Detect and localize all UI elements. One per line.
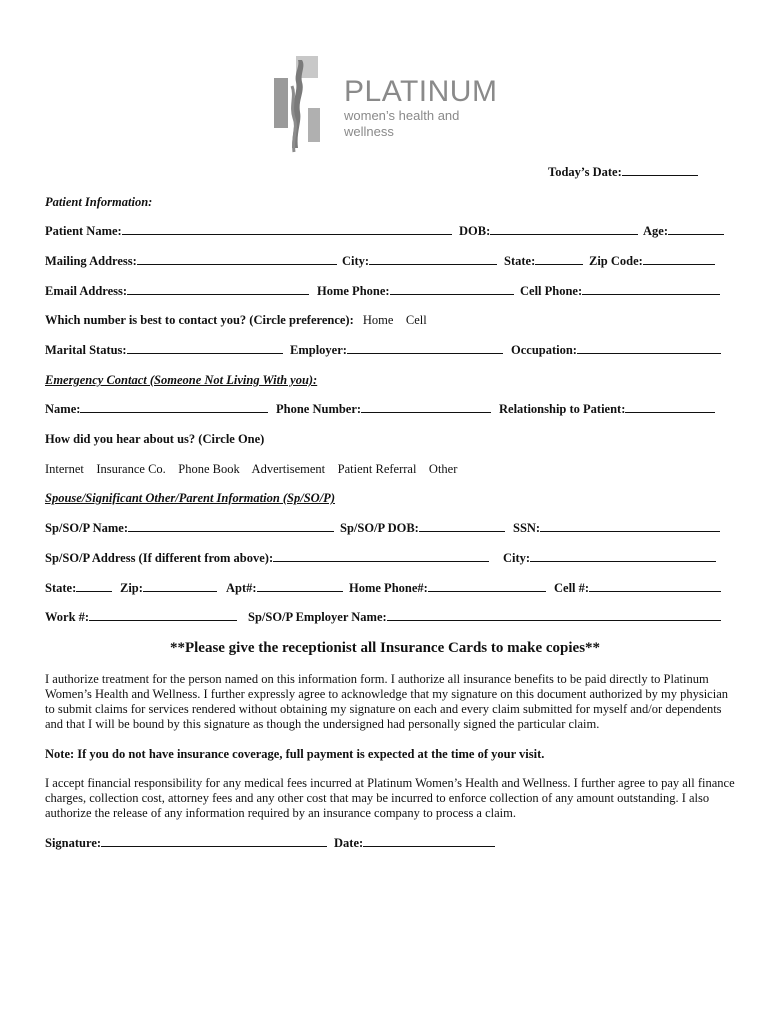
zip-field[interactable] (643, 253, 715, 265)
insurance-notice: **Please give the receptionist all Insurance Cards to make copies** (169, 640, 601, 656)
logo-tagline: women’s health and wellness (344, 108, 460, 139)
ssn-label: SSN: (513, 521, 541, 535)
city-label: City: (342, 254, 370, 268)
signature-label: Signature: (45, 836, 102, 850)
patient-info-heading: Patient Information: (45, 195, 153, 209)
email-field[interactable] (127, 283, 309, 295)
spouse-cell-label: Cell #: (554, 581, 590, 595)
emergency-name-field[interactable] (80, 401, 268, 413)
responsibility-paragraph: I accept financial responsibility for any medical fees incurred at Platinum Women’s Health and Wellness. I further agree to pay all finance charges, collection cost, attorney fees and any other cost that may be incurred to enforce collection of any amount outstanding. I also authorize the release of any information required by an insurance company to process a claim. (45, 776, 735, 820)
emergency-phone-field[interactable] (361, 401, 491, 413)
occupation-field[interactable] (577, 342, 721, 354)
home-phone-field[interactable] (390, 283, 514, 295)
mailing-field[interactable] (137, 253, 337, 265)
mailing-label: Mailing Address: (45, 254, 137, 268)
email-label: Email Address: (45, 284, 128, 298)
contact-options[interactable]: Home Cell (362, 313, 427, 327)
spouse-heading: Spouse/Significant Other/Parent Information (Sp/SO/P) (45, 491, 335, 505)
logo (272, 56, 512, 156)
employer-label: Employer: (290, 343, 347, 357)
cell-phone-label: Cell Phone: (520, 284, 583, 298)
zip-label: Zip Code: (589, 254, 643, 268)
contact-preference-row (45, 312, 427, 328)
spouse-address-field[interactable] (273, 550, 489, 562)
marital-field[interactable] (127, 342, 283, 354)
authorization-paragraph: I authorize treatment for the person named on this information form. I authorize all insurance benefits to be paid directly to Platinum Women’s Health and Wellness. I further expressly agree to acknowledge that my signature on this document authorized by my physician to submit claims for services rendered without obtaining my signature on each and every claim submitted for myself and/or dependents and that I will be bound by this signature as though the undersigned had personally signed the particular claim. (45, 672, 728, 731)
spouse-state-field[interactable] (76, 580, 112, 592)
signature-date-label: Date: (334, 836, 364, 850)
referral-question: How did you hear about us? (Circle One) (45, 432, 265, 446)
spouse-zip-label: Zip: (120, 581, 143, 595)
patient-name-field[interactable] (122, 223, 452, 235)
age-field[interactable] (668, 223, 724, 235)
contact-question: Which number is best to contact you? (Circle preference): (45, 313, 354, 327)
employer-field[interactable] (347, 342, 503, 354)
cell-phone-field[interactable] (582, 283, 720, 295)
todays-date-field[interactable] (622, 164, 698, 176)
state-label: State: (504, 254, 536, 268)
spouse-city-label: City: (503, 551, 531, 565)
todays-date-label: Today’s Date: (548, 165, 622, 179)
relationship-label: Relationship to Patient: (499, 402, 626, 416)
spouse-dob-field[interactable] (419, 520, 505, 532)
occupation-label: Occupation: (511, 343, 577, 357)
emergency-heading: Emergency Contact (Someone Not Living With you): (45, 373, 318, 387)
city-field[interactable] (369, 253, 497, 265)
state-field[interactable] (535, 253, 583, 265)
spouse-name-field[interactable] (128, 520, 334, 532)
spouse-address-label: Sp/SO/P Address (If different from above): (45, 551, 274, 565)
spouse-employer-label: Sp/SO/P Employer Name: (248, 610, 387, 624)
work-field[interactable] (89, 609, 237, 621)
spouse-home-phone-field[interactable] (428, 580, 546, 592)
patient-name-label: Patient Name: (45, 224, 122, 238)
emergency-name-label: Name: (45, 402, 81, 416)
spouse-home-phone-label: Home Phone#: (349, 581, 428, 595)
signature-field[interactable] (101, 835, 327, 847)
age-label: Age: (643, 224, 668, 238)
spouse-employer-field[interactable] (387, 609, 721, 621)
emergency-phone-label: Phone Number: (276, 402, 362, 416)
logo-name: PLATINUM (344, 75, 498, 108)
spouse-city-field[interactable] (530, 550, 716, 562)
payment-note: Note: If you do not have insurance coverage, full payment is expected at the time of your visit. (45, 747, 545, 761)
home-phone-label: Home Phone: (317, 284, 390, 298)
relationship-field[interactable] (625, 401, 715, 413)
spouse-apt-field[interactable] (257, 580, 343, 592)
spouse-zip-field[interactable] (143, 580, 217, 592)
signature-date-field[interactable] (363, 835, 495, 847)
todays-date-row (548, 164, 698, 180)
spouse-dob-label: Sp/SO/P DOB: (340, 521, 419, 535)
spouse-state-label: State: (45, 581, 77, 595)
dob-label: DOB: (459, 224, 491, 238)
spouse-name-label: Sp/SO/P Name: (45, 521, 128, 535)
marital-label: Marital Status: (45, 343, 127, 357)
spouse-apt-label: Apt#: (226, 581, 257, 595)
spouse-cell-field[interactable] (589, 580, 721, 592)
work-label: Work #: (45, 610, 90, 624)
ssn-field[interactable] (540, 520, 720, 532)
dob-field[interactable] (490, 223, 638, 235)
referral-options[interactable]: Internet Insurance Co. Phone Book Advertisement Patient Referral Other (45, 462, 458, 476)
logo-figure-icon (272, 56, 334, 156)
